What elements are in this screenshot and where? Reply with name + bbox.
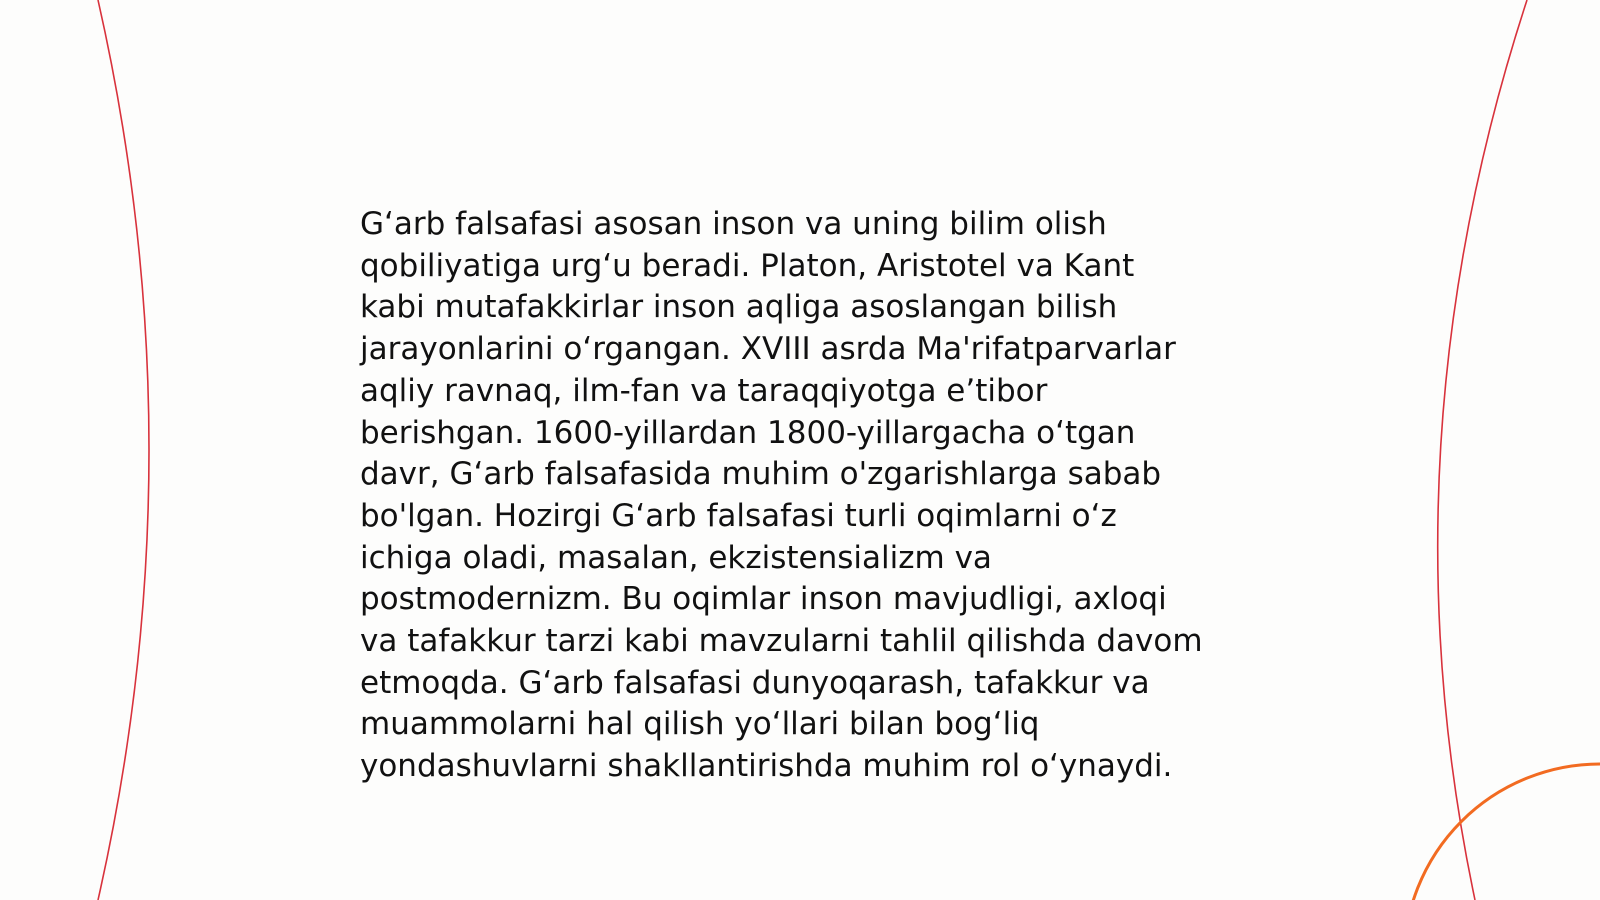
paragraph-line: G‘arb falsafasi asosan inson va uning bilim olish	[360, 206, 1107, 242]
paragraph-line: postmodernizm. Bu oqimlar inson mavjudligi, axloqi	[360, 581, 1167, 618]
paragraph-line: ichiga oladi, masalan, ekzistensializm va	[360, 539, 992, 576]
right-arc-line	[1438, 0, 1527, 900]
paragraph-line: va tafakkur tarzi kabi mavzularni tahlil qilishda davom	[360, 623, 1203, 660]
paragraph-line: yondashuvlarni shakllantirishda muhim rol o‘ynaydi.	[360, 748, 1173, 785]
paragraph-line: berishgan. 1600-yillardan 1800-yillargacha o‘tgan	[360, 414, 1136, 451]
body-paragraph	[360, 204, 1260, 788]
left-arc-line	[98, 0, 149, 900]
paragraph-line: qobiliyatiga urg‘u beradi. Platon, Aristotel va Kant	[360, 247, 1135, 284]
paragraph-line: bo'lgan. Hozirgi G‘arb falsafasi turli oqimlarni o‘z	[360, 497, 1117, 534]
paragraph-line: aqliy ravnaq, ilm-fan va taraqqiyotga e’tibor	[360, 372, 1048, 409]
paragraph-line: jarayonlarini o‘rgangan. XVIII asrda Ma'rifatparvarlar	[360, 331, 1176, 368]
paragraph-line: muammolarni hal qilish yo‘llari bilan bog‘liq	[360, 706, 1040, 743]
paragraph-line: davr, G‘arb falsafasida muhim o'zgarishlarga sabab	[360, 456, 1162, 493]
orange-circle-arc	[1404, 764, 1600, 900]
paragraph-line: kabi mutafakkirlar inson aqliga asoslangan bilish	[360, 289, 1118, 326]
paragraph-line: etmoqda. G‘arb falsafasi dunyoqarash, tafakkur va	[360, 664, 1150, 701]
